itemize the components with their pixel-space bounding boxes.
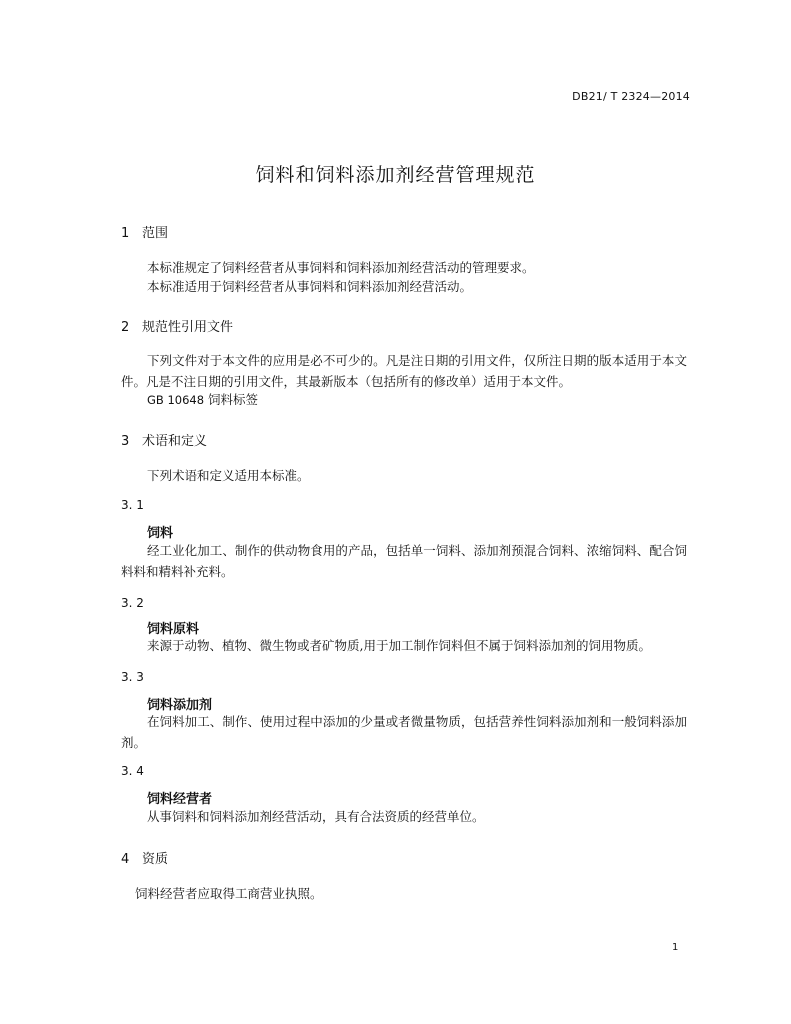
normative-reference xyxy=(147,390,258,408)
section-heading-3 xyxy=(121,430,207,449)
standard-code: DB21/ T 2324—2014 xyxy=(572,90,690,103)
section-heading-4 xyxy=(121,848,168,867)
term-heading: 饲料经营者 xyxy=(147,792,213,807)
term-definition: 来源于动物、植物、微生物或者矿物质,用于加工制作饲料但不属于饲料添加剂的饲用物质。 xyxy=(147,638,651,653)
reference-title: 饲料标签 xyxy=(208,392,259,407)
paragraph: 饲料经营者应取得工商营业执照。 xyxy=(135,886,323,901)
term-number: 3. 1 xyxy=(121,498,144,512)
term-heading: 饲料添加剂 xyxy=(147,698,213,713)
paragraph: 下列术语和定义适用本标准。 xyxy=(147,468,310,483)
section-number: 4 xyxy=(121,852,130,867)
reference-code: GB 10648 xyxy=(147,393,205,407)
term-definition: 经工业化加工、制作的供动物食用的产品，包括单一饲料、添加剂预混合饲料、浓缩饲料、配合饲料料和精料补充料。 xyxy=(121,543,687,579)
paragraph: 本标准规定了饲料经营者从事饲料和饲料添加剂经营活动的管理要求。 xyxy=(147,260,535,275)
section-heading-text: 规范性引用文件 xyxy=(142,320,234,335)
term-number: 3. 2 xyxy=(121,596,144,610)
term-heading: 饲料 xyxy=(147,526,174,541)
term-definition: 在饲料加工、制作、使用过程中添加的少量或者微量物质，包括营养性饲料添加剂和一般饲料添加剂。 xyxy=(121,714,687,750)
section-number: 2 xyxy=(121,320,130,335)
page-number: 1 xyxy=(672,942,679,953)
section-number: 3 xyxy=(121,434,130,449)
section-heading-text: 资质 xyxy=(142,852,169,867)
paragraph: 下列文件对于本文件的应用是必不可少的。凡是注日期的引用文件，仅所注日期的版本适用于本文件。凡是不注日期的引用文件，其最新版本（包括所有的修改单）适用于本文件。 xyxy=(121,353,687,389)
term-number: 3. 3 xyxy=(121,670,144,684)
section-number: 1 xyxy=(121,226,130,241)
section-heading-text: 范围 xyxy=(142,226,169,241)
section-heading-text: 术语和定义 xyxy=(142,434,208,449)
term-heading: 饲料原料 xyxy=(147,622,200,637)
document-title: 饲料和饲料添加剂经营管理规范 xyxy=(255,164,536,186)
section-heading-2 xyxy=(121,316,233,335)
term-number: 3. 4 xyxy=(121,764,144,778)
term-definition: 从事饲料和饲料添加剂经营活动，具有合法资质的经营单位。 xyxy=(147,809,485,824)
section-heading-1 xyxy=(121,222,168,241)
paragraph: 本标准适用于饲料经营者从事饲料和饲料添加剂经营活动。 xyxy=(147,279,473,294)
